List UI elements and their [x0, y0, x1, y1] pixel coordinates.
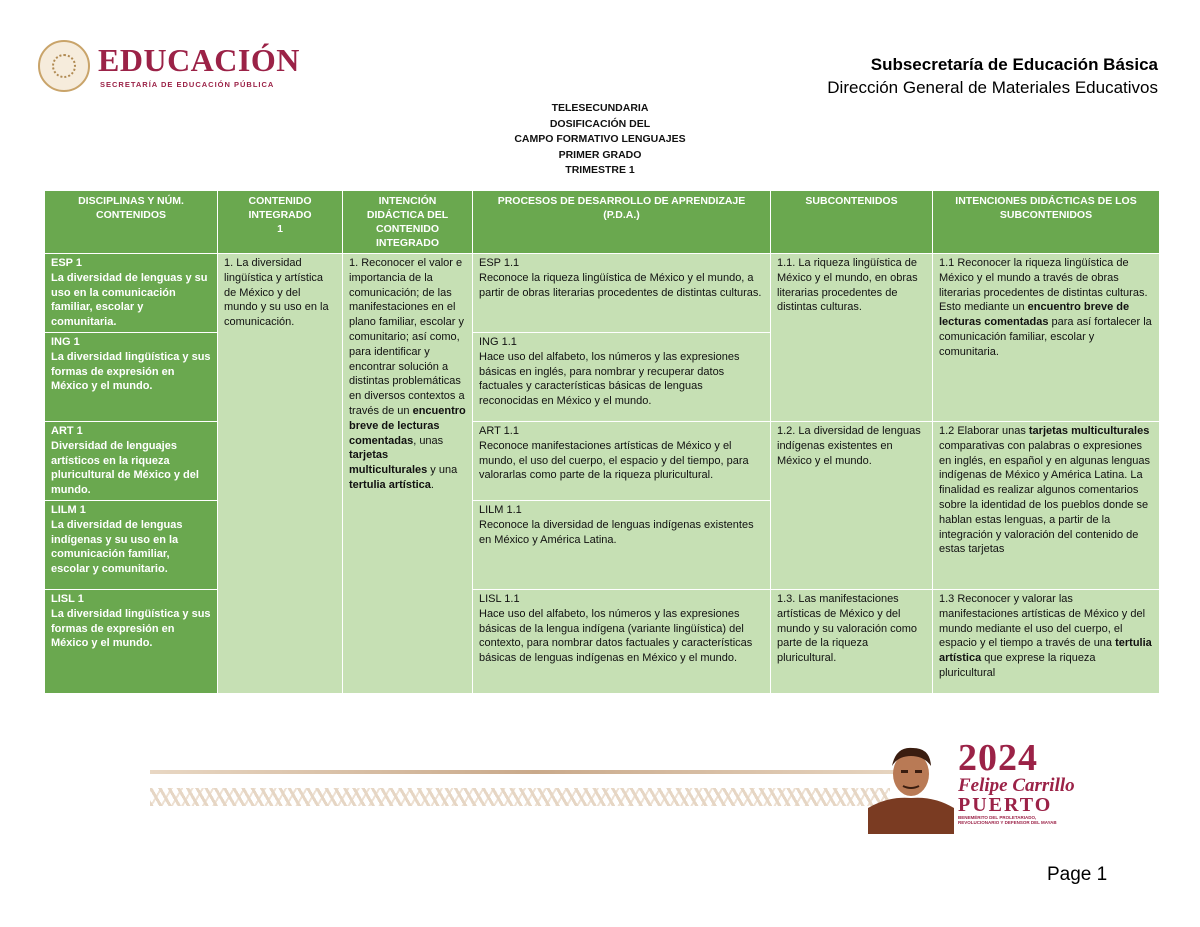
- discipline-cell: ART 1 Diversidad de lenguajes artísticos en la riqueza pluricultural de México y del mundo.: [45, 421, 218, 500]
- document-titles: [400, 101, 800, 179]
- column-header: SUBCONTENIDOS: [771, 191, 933, 254]
- dosification-table: [44, 190, 1160, 694]
- org-line-1: Subsecretaría de Educación Básica: [870, 55, 1158, 74]
- year-name-1: Felipe Carrillo: [958, 775, 1075, 796]
- brand-subtitle: SECRETARÍA DE EDUCACIÓN PÚBLICA: [100, 80, 275, 89]
- pda-cell: LILM 1.1 Reconoce la diversidad de lenguas indígenas existentes en México y América Latina.: [473, 500, 771, 589]
- page-number: Page 1: [1047, 864, 1108, 885]
- title-line: TRIMESTRE 1: [565, 164, 635, 176]
- contenido-integrado-cell: 1. La diversidad lingüística y artística de México y del mundo y su uso en la comunicación.: [218, 254, 343, 694]
- table-row: [45, 254, 1160, 333]
- table-row: [45, 589, 1160, 693]
- subcontent-cell: 1.3. Las manifestaciones artísticas de México y del mundo y su valoración como parte de la riqueza pluricultural.: [771, 589, 933, 693]
- subcontent-intention-cell: 1.2 Elaborar unas tarjetas multiculturales comparativas con palabras o expresiones en inglés, en español y en algunas lenguas indígenas de México y América Latina. La finalidad es realizar algunos comentarios sobre la identidad de los pueblos donde se hablan estas lenguas, a partir de la integración y valoración del contenido de estas tarjetas: [933, 421, 1160, 589]
- pda-cell: LISL 1.1 Hace uso del alfabeto, los números y las expresiones básicas de la lengua indígena (variante lingüística) del contexto, para nombrar datos factuales y características básicas de lenguas indígenas en México y el mundo.: [473, 589, 771, 693]
- org-line-2: Dirección General de Materiales Educativos: [827, 78, 1158, 97]
- banner-pattern: [150, 788, 890, 806]
- discipline-cell: ESP 1 La diversidad de lenguas y su uso en la comunicación familiar, escolar y comunitaria.: [45, 254, 218, 333]
- year-text: 2024: [958, 737, 1038, 779]
- title-line: PRIMER GRADO: [558, 148, 642, 161]
- pda-cell: ESP 1.1 Reconoce la riqueza lingüística de México y el mundo, a partir de obras literarias procedentes de distintas culturas.: [473, 254, 771, 333]
- portrait-image: [868, 738, 954, 834]
- decorative-banner: [150, 770, 920, 812]
- subcontent-intention-cell: 1.3 Reconocer y valorar las manifestaciones artísticas de México y del mundo mediante el uso del cuerpo, el espacio y el tiempo a través de una tertulia artística que exprese la riqueza pluricultural: [933, 589, 1160, 693]
- subcontent-cell: 1.1. La riqueza lingüística de México y el mundo, en obras literarias procedentes de distintas culturas.: [771, 254, 933, 422]
- educacion-logo: [38, 40, 308, 98]
- brand-name: EDUCACIÓN: [98, 42, 300, 78]
- banner-line: [150, 770, 920, 774]
- subcontent-cell: 1.2. La diversidad de lenguas indígenas existentes en México y el mundo.: [771, 421, 933, 589]
- title-line: DOSIFICACIÓN DEL: [549, 117, 651, 130]
- pda-cell: ART 1.1 Reconoce manifestaciones artísticas de México y el mundo, el uso del cuerpo, el espacio y del tiempo, para valorarlas como parte de la riqueza pluricultural.: [473, 421, 771, 500]
- column-header: INTENCIÓN DIDÁCTICA DEL CONTENIDO INTEGRADO: [343, 191, 473, 254]
- year-name-2: PUERTO: [958, 794, 1053, 816]
- column-header: INTENCIONES DIDÁCTICAS DE LOS SUBCONTENIDOS: [933, 191, 1160, 254]
- year-logo: [958, 737, 1078, 832]
- discipline-cell: LILM 1 La diversidad de lenguas indígenas y su uso en la comunicación familiar, escolar y comunitario.: [45, 500, 218, 589]
- column-header: PROCESOS DE DESARROLLO DE APRENDIZAJE (P.D.A.): [473, 191, 771, 254]
- table-header-row: [45, 191, 1160, 254]
- discipline-cell: ING 1 La diversidad lingüística y sus formas de expresión en México y el mundo.: [45, 332, 218, 421]
- pda-cell: ING 1.1 Hace uso del alfabeto, los números y las expresiones básicas en inglés, para nombrar y recuperar datos factuales y características básicas de lenguas reconocidas en México y el mundo.: [473, 332, 771, 421]
- discipline-cell: LISL 1 La diversidad lingüística y sus formas de expresión en México y el mundo.: [45, 589, 218, 693]
- subcontent-intention-cell: 1.1 Reconocer la riqueza lingüística de México y el mundo a través de obras literarias procedentes de distintas culturas. Esto mediante un encuentro breve de lecturas comentadas para así fortalecer la comunicación familiar, escolar y comunitaria.: [933, 254, 1160, 422]
- column-header: DISCIPLINAS Y NÚM. CONTENIDOS: [45, 191, 218, 254]
- organization-block: [827, 55, 1158, 98]
- national-seal-icon: [38, 40, 90, 92]
- table-row: [45, 421, 1160, 500]
- title-line: CAMPO FORMATIVO LENGUAJES: [514, 133, 686, 145]
- column-header: CONTENIDO INTEGRADO 1: [218, 191, 343, 254]
- title-line: TELESECUNDARIA: [551, 102, 649, 114]
- intencion-cell: 1. Reconocer el valor e importancia de la comunicación; de las manifestaciones en el plano familiar, escolar y comunitario; así como, para identificar y encontrar solución a distintas problemáticas en diversos contextos a través de un encuentro breve de lecturas comentadas, unas tarjetas multiculturales y una tertulia artística.: [343, 254, 473, 694]
- year-tagline: BENEMÉRITO DEL PROLETARIADO, REVOLUCIONARIO Y DEFENSOR DEL MAYAB: [958, 815, 1057, 825]
